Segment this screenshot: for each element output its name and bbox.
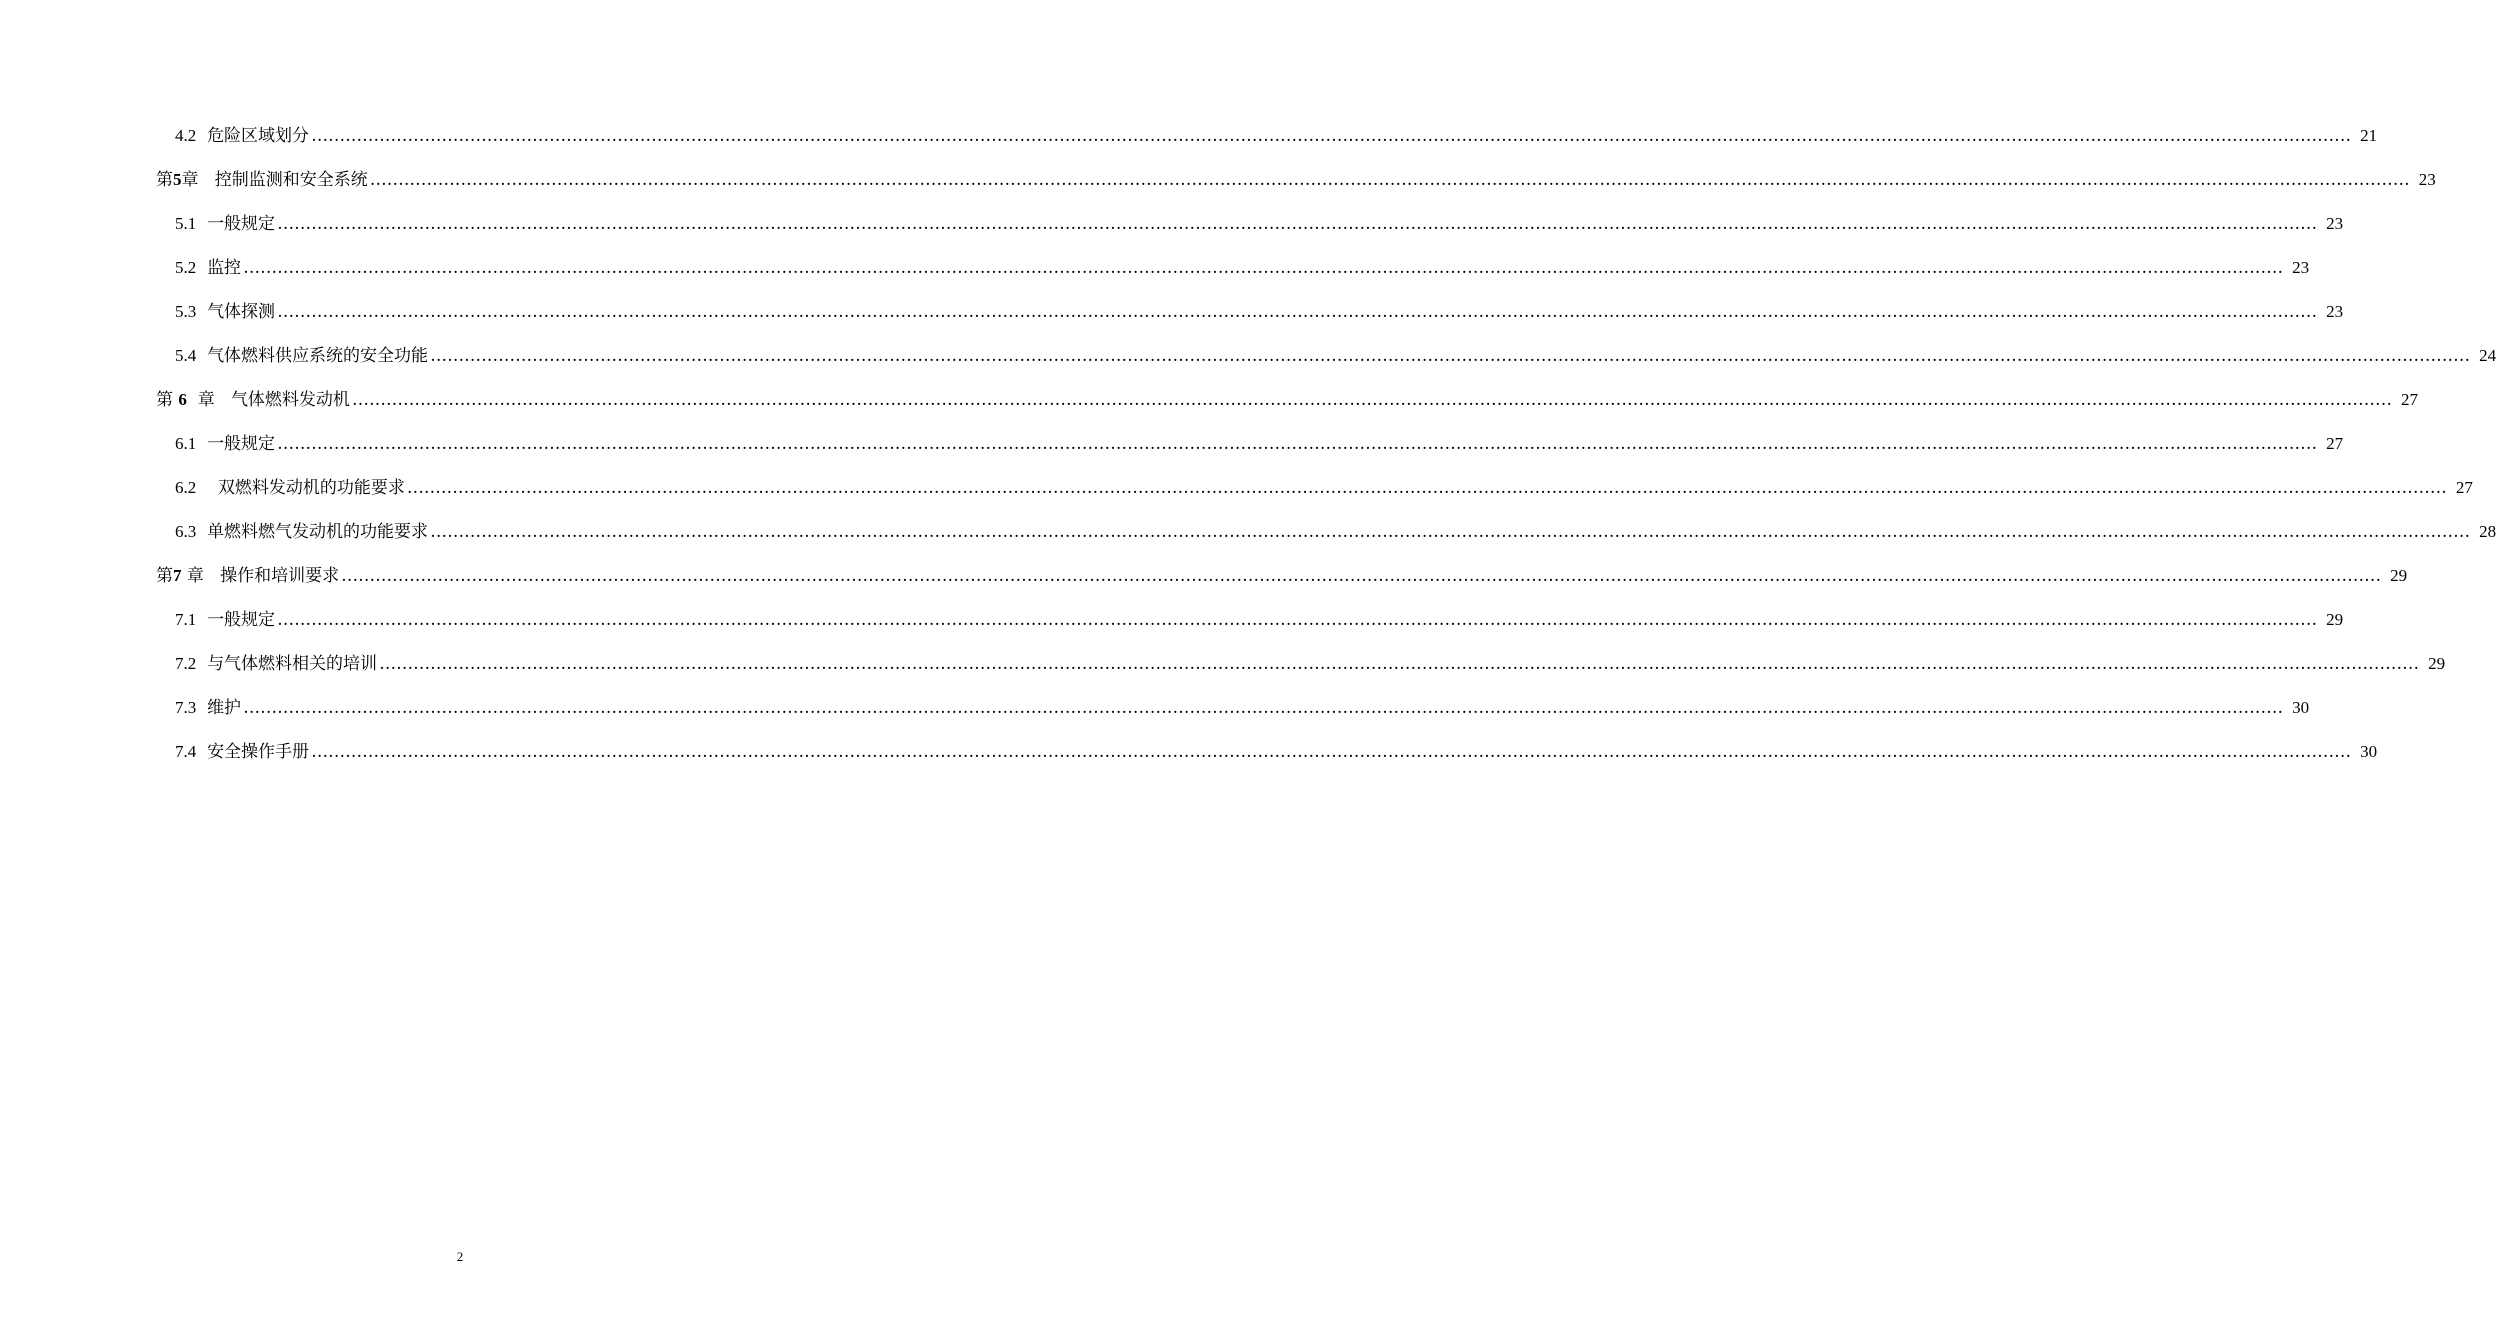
toc-dot-leader: ……………………………………………………………………………………………………………………………………………………………………………………………………………………………………………………………………………………………………………………………… — [430, 522, 2471, 542]
toc-chapter-7[interactable] — [0, 554, 2408, 598]
toc-entry-5-4[interactable] — [0, 334, 2496, 378]
toc-entry-label: 5.2 监控 — [175, 258, 242, 278]
toc-dot-leader: ……………………………………………………………………………………………………………………………………………………………………………………………………………………………………………………………………………………………………………………………… — [277, 214, 2318, 234]
toc-entry-7-3[interactable] — [0, 686, 2310, 730]
toc-entry-label: 4.2 危险区域划分 — [175, 126, 310, 146]
toc-dot-leader: ……………………………………………………………………………………………………………………………………………………………………………………………………………………………………………………………………………………………………………………………… — [277, 434, 2318, 454]
toc-entry-label: 5.4 气体燃料供应系统的安全功能 — [175, 346, 429, 366]
toc-page-number: 27 — [2455, 478, 2473, 497]
toc-dot-leader: ……………………………………………………………………………………………………………………………………………………………………………………………………………………………………………………………………………………………………………………………… — [341, 566, 2382, 586]
toc-entry-7-4[interactable] — [0, 730, 2378, 774]
toc-entry-label: 6.2 双燃料发动机的功能要求 — [175, 478, 405, 498]
toc-entry-5-1[interactable] — [0, 202, 2344, 246]
toc-dot-leader: ……………………………………………………………………………………………………………………………………………………………………………………………………………………………………………………………………………………………………………………………… — [243, 258, 2284, 278]
toc-entry-label: 第5章 控制监测和安全系统 — [156, 170, 368, 190]
toc-page-number: 21 — [2360, 126, 2378, 145]
toc-page-number: 30 — [2360, 742, 2378, 761]
toc-page-number: 29 — [2326, 610, 2344, 629]
toc-dot-leader: ……………………………………………………………………………………………………………………………………………………………………………………………………………………………………………………………………………………………………………………………… — [430, 346, 2471, 366]
table-of-contents — [0, 114, 2496, 774]
toc-dot-leader: ……………………………………………………………………………………………………………………………………………………………………………………………………………………………………………………………………………………………………………………………… — [351, 390, 2392, 410]
toc-entry-4-2[interactable] — [0, 114, 2378, 158]
toc-entry-label: 5.3 气体探测 — [175, 302, 276, 322]
toc-entry-5-3[interactable] — [0, 290, 2344, 334]
toc-dot-leader: ……………………………………………………………………………………………………………………………………………………………………………………………………………………………………………………………………………………………………………………………… — [277, 610, 2318, 630]
toc-entry-label: 7.2 与气体燃料相关的培训 — [175, 654, 378, 674]
toc-dot-leader: ……………………………………………………………………………………………………………………………………………………………………………………………………………………………………………………………………………………………………………………………… — [277, 302, 2318, 322]
toc-entry-label: 第7 章 操作和培训要求 — [156, 566, 340, 586]
toc-entry-label: 6.3 单燃料燃气发动机的功能要求 — [175, 522, 429, 542]
toc-entry-label: 7.3 维护 — [175, 698, 242, 718]
toc-page-number: 23 — [2292, 258, 2310, 277]
toc-page-number: 23 — [2326, 302, 2344, 321]
toc-entry-5-2[interactable] — [0, 246, 2310, 290]
toc-page-number: 28 — [2479, 522, 2496, 541]
toc-dot-leader: ……………………………………………………………………………………………………………………………………………………………………………………………………………………………………………………………………………………………………………………………… — [243, 698, 2284, 718]
toc-page-number: 23 — [2418, 170, 2436, 189]
toc-chapter-6[interactable] — [0, 378, 2418, 422]
toc-chapter-5[interactable] — [0, 158, 2436, 202]
toc-entry-6-1[interactable] — [0, 422, 2344, 466]
toc-page-number: 24 — [2479, 346, 2496, 365]
toc-dot-leader: ……………………………………………………………………………………………………………………………………………………………………………………………………………………………………………………………………………………………………………………………… — [369, 170, 2410, 190]
toc-entry-7-2[interactable] — [0, 642, 2446, 686]
page-number: 2 — [456, 1249, 464, 1264]
toc-page-number: 29 — [2428, 654, 2446, 673]
toc-entry-label: 7.1 一般规定 — [175, 610, 276, 630]
toc-dot-leader: ……………………………………………………………………………………………………………………………………………………………………………………………………………………………………………………………………………………………………………………………… — [379, 654, 2420, 674]
toc-entry-label: 7.4 安全操作手册 — [175, 742, 310, 762]
toc-entry-label: 5.1 一般规定 — [175, 214, 276, 234]
toc-page-number: 23 — [2326, 214, 2344, 233]
toc-dot-leader: ……………………………………………………………………………………………………………………………………………………………………………………………………………………………………………………………………………………………………………………………… — [311, 126, 2352, 146]
toc-dot-leader: ……………………………………………………………………………………………………………………………………………………………………………………………………………………………………………………………………………………………………………………………… — [406, 478, 2447, 498]
toc-page-number: 27 — [2400, 390, 2418, 409]
toc-page-number: 29 — [2390, 566, 2408, 585]
toc-entry-label: 第 6 章 气体燃料发动机 — [156, 390, 350, 410]
toc-entry-7-1[interactable] — [0, 598, 2344, 642]
toc-entry-label: 6.1 一般规定 — [175, 434, 276, 454]
toc-entry-6-2[interactable] — [0, 466, 2473, 510]
toc-page-number: 30 — [2292, 698, 2310, 717]
toc-dot-leader: ……………………………………………………………………………………………………………………………………………………………………………………………………………………………………………………………………………………………………………………………… — [311, 742, 2352, 762]
toc-entry-6-3[interactable] — [0, 510, 2496, 554]
toc-page-number: 27 — [2326, 434, 2344, 453]
